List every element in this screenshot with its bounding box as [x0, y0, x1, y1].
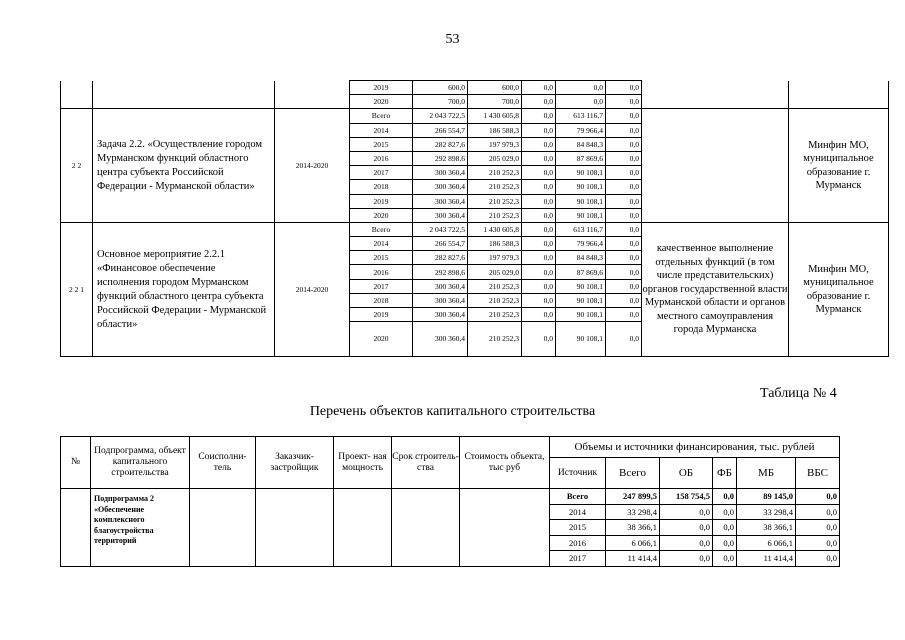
- mb-cell: 90 108,1: [556, 166, 606, 180]
- vbs-cell: 0,0: [606, 123, 642, 137]
- year-cell: 2019: [350, 308, 413, 322]
- fb-cell: 0,0: [522, 208, 556, 222]
- header-source: Источник: [550, 458, 606, 489]
- page-number: 53: [445, 32, 460, 47]
- vbs-cell: 0,0: [606, 81, 642, 95]
- total-cell: 2 043 722,5: [413, 109, 468, 123]
- total-cell: 300 360,4: [413, 308, 468, 322]
- fb-cell: 0,0: [522, 123, 556, 137]
- ob-cell: 205 029,0: [468, 151, 522, 165]
- ob-cell: 0,0: [660, 504, 713, 520]
- task-number: 2 2: [61, 109, 93, 223]
- fb-cell: 0,0: [713, 504, 737, 520]
- table-title: Перечень объектов капитального строительства: [309, 404, 596, 419]
- year-cell: 2014: [350, 237, 413, 251]
- header-mb: МБ: [737, 458, 796, 489]
- mb-cell: 79 966,4: [556, 123, 606, 137]
- total-cell: 2 043 722,5: [413, 222, 468, 236]
- ob-cell: 210 252,3: [468, 194, 522, 208]
- ob-cell: 210 252,3: [468, 322, 522, 357]
- activity-executor: Минфин МО, муниципальное образование г. Мурманск: [789, 222, 889, 356]
- mb-cell: 38 366,1: [737, 520, 796, 536]
- header-total: Всего: [606, 458, 660, 489]
- total-cell: 38 366,1: [606, 520, 660, 536]
- vbs-cell: 0,0: [796, 520, 840, 536]
- total-cell: 300 360,4: [413, 208, 468, 222]
- period-cell: [275, 81, 350, 109]
- table-row: [61, 489, 840, 505]
- fb-cell: 0,0: [713, 489, 737, 505]
- ob-cell: 197 979,3: [468, 137, 522, 151]
- ob-cell: 210 252,3: [468, 208, 522, 222]
- task-executor: Минфин МО, муниципальное образование г. Мурманск: [789, 109, 889, 223]
- vbs-cell: 0,0: [606, 180, 642, 194]
- header-term: Срок строитель- ства: [392, 437, 460, 489]
- fb-cell: 0,0: [522, 166, 556, 180]
- mb-cell: 90 108,1: [556, 180, 606, 194]
- capital-construction-table: [60, 436, 840, 567]
- task-period: 2014-2020: [275, 109, 350, 223]
- vbs-cell: 0,0: [606, 251, 642, 265]
- activity-name: Основное мероприятие 2.2.1 «Финансовое обеспечение исполнения городом Мурманском функций областного центра субъекта Российской Федерации - Мурманской области»: [93, 222, 275, 356]
- mb-cell: 87 869,6: [556, 265, 606, 279]
- ob-cell: 210 252,3: [468, 279, 522, 293]
- mb-cell: 613 116,7: [556, 109, 606, 123]
- year-cell: 2018: [350, 293, 413, 307]
- mb-cell: 89 145,0: [737, 489, 796, 505]
- total-cell: 300 360,4: [413, 293, 468, 307]
- ob-cell: 0,0: [660, 520, 713, 536]
- year-cell: Всего: [350, 222, 413, 236]
- vbs-cell: 0,0: [606, 279, 642, 293]
- task-name: Задача 2.2. «Осуществление городом Мурманском функций областного центра субъекта Российской Федерации - Мурманской области»: [93, 109, 275, 223]
- header-customer: Заказчик- застройщик: [256, 437, 334, 489]
- year-cell: 2020: [350, 95, 413, 109]
- mb-cell: 33 298,4: [737, 504, 796, 520]
- mb-cell: 79 966,4: [556, 237, 606, 251]
- mb-cell: 0,0: [556, 81, 606, 95]
- source-cell: 2014: [550, 504, 606, 520]
- ob-cell: 205 029,0: [468, 265, 522, 279]
- financing-table: [60, 80, 889, 357]
- year-cell: 2016: [350, 265, 413, 279]
- fb-cell: 0,0: [713, 535, 737, 551]
- year-cell: 2019: [350, 194, 413, 208]
- header-ob: ОБ: [660, 458, 713, 489]
- ob-cell: 0,0: [660, 535, 713, 551]
- mb-cell: 84 848,3: [556, 137, 606, 151]
- fb-cell: 0,0: [522, 109, 556, 123]
- vbs-cell: 0,0: [606, 222, 642, 236]
- table-row: [61, 81, 889, 95]
- source-cell: 2016: [550, 535, 606, 551]
- total-cell: 300 360,4: [413, 322, 468, 357]
- activity-number: 2 2 1: [61, 222, 93, 356]
- fb-cell: 0,0: [522, 322, 556, 357]
- year-cell: 2017: [350, 166, 413, 180]
- total-cell: 266 554,7: [413, 123, 468, 137]
- vbs-cell: 0,0: [606, 208, 642, 222]
- mb-cell: 90 108,1: [556, 308, 606, 322]
- header-coexecutor: Соисполни- тель: [190, 437, 256, 489]
- name-cell: [93, 81, 275, 109]
- coexecutor-cell: [190, 489, 256, 567]
- vbs-cell: 0,0: [606, 237, 642, 251]
- ob-cell: 700,0: [468, 95, 522, 109]
- cost-cell: [460, 489, 550, 567]
- year-cell: 2014: [350, 123, 413, 137]
- year-cell: 2016: [350, 151, 413, 165]
- ob-cell: 158 754,5: [660, 489, 713, 505]
- table-caption: Таблица № 4: [760, 386, 837, 401]
- source-cell: Всего: [550, 489, 606, 505]
- ob-cell: 1 430 605,8: [468, 109, 522, 123]
- num-cell: [61, 489, 91, 567]
- total-cell: 33 298,4: [606, 504, 660, 520]
- total-cell: 11 414,4: [606, 551, 660, 567]
- vbs-cell: 0,0: [606, 308, 642, 322]
- vbs-cell: 0,0: [796, 504, 840, 520]
- vbs-cell: 0,0: [606, 151, 642, 165]
- fb-cell: 0,0: [522, 251, 556, 265]
- table-row: [61, 109, 889, 123]
- total-cell: 282 827,6: [413, 251, 468, 265]
- source-cell: 2017: [550, 551, 606, 567]
- ob-cell: 600,0: [468, 81, 522, 95]
- executor-cell: [789, 81, 889, 109]
- row-number-cell: [61, 81, 93, 109]
- total-cell: 300 360,4: [413, 279, 468, 293]
- fb-cell: 0,0: [522, 180, 556, 194]
- activity-period: 2014-2020: [275, 222, 350, 356]
- ob-cell: 197 979,3: [468, 251, 522, 265]
- total-cell: 300 360,4: [413, 166, 468, 180]
- total-cell: 300 360,4: [413, 194, 468, 208]
- mb-cell: 11 414,4: [737, 551, 796, 567]
- fb-cell: 0,0: [522, 194, 556, 208]
- ob-cell: 186 588,3: [468, 123, 522, 137]
- header-funding: Объемы и источники финансирования, тыс. рублей: [550, 437, 840, 458]
- vbs-cell: 0,0: [606, 95, 642, 109]
- fb-cell: 0,0: [522, 81, 556, 95]
- ob-cell: 210 252,3: [468, 308, 522, 322]
- result-cell: [642, 81, 789, 109]
- vbs-cell: 0,0: [606, 194, 642, 208]
- vbs-cell: 0,0: [606, 137, 642, 151]
- mb-cell: 84 848,3: [556, 251, 606, 265]
- header-vbs: ВБС: [796, 458, 840, 489]
- vbs-cell: 0,0: [606, 322, 642, 357]
- fb-cell: 0,0: [522, 137, 556, 151]
- mb-cell: 90 108,1: [556, 208, 606, 222]
- fb-cell: 0,0: [713, 520, 737, 536]
- term-cell: [392, 489, 460, 567]
- ob-cell: 210 252,3: [468, 166, 522, 180]
- table-row: [61, 222, 889, 236]
- header-fb: ФБ: [713, 458, 737, 489]
- ob-cell: 186 588,3: [468, 237, 522, 251]
- mb-cell: 90 108,1: [556, 293, 606, 307]
- year-cell: 2020: [350, 208, 413, 222]
- ob-cell: 210 252,3: [468, 293, 522, 307]
- total-cell: 700,0: [413, 95, 468, 109]
- year-cell: 2017: [350, 279, 413, 293]
- header-row: [61, 437, 840, 458]
- subprogram-name: Подпрограмма 2 «Обеспечение комплексного благоустройства территорий: [91, 489, 190, 567]
- fb-cell: 0,0: [522, 151, 556, 165]
- header-subprogram: Подпрограмма, объект капитального строительства: [91, 437, 190, 489]
- vbs-cell: 0,0: [796, 551, 840, 567]
- fb-cell: 0,0: [713, 551, 737, 567]
- vbs-cell: 0,0: [796, 489, 840, 505]
- mb-cell: 90 108,1: [556, 322, 606, 357]
- year-cell: 2019: [350, 81, 413, 95]
- fb-cell: 0,0: [522, 265, 556, 279]
- year-cell: 2020: [350, 322, 413, 357]
- total-cell: 292 898,6: [413, 151, 468, 165]
- fb-cell: 0,0: [522, 95, 556, 109]
- year-cell: Всего: [350, 109, 413, 123]
- mb-cell: 613 116,7: [556, 222, 606, 236]
- ob-cell: 210 252,3: [468, 180, 522, 194]
- mb-cell: 90 108,1: [556, 194, 606, 208]
- mb-cell: 6 066,1: [737, 535, 796, 551]
- ob-cell: 0,0: [660, 551, 713, 567]
- header-cost: Стоимость объекта, тыс руб: [460, 437, 550, 489]
- task-result-cell: [642, 109, 789, 223]
- total-cell: 300 360,4: [413, 180, 468, 194]
- header-num: №: [61, 437, 91, 489]
- fb-cell: 0,0: [522, 222, 556, 236]
- total-cell: 282 827,6: [413, 137, 468, 151]
- fb-cell: 0,0: [522, 237, 556, 251]
- customer-cell: [256, 489, 334, 567]
- total-cell: 266 554,7: [413, 237, 468, 251]
- activity-result: качественное выполнение отдельных функций (в том числе представительских) органов государственной власти Мурманской области и органов местного самоуправления города Мурманска: [642, 222, 789, 356]
- header-capacity: Проект- ная мощность: [334, 437, 392, 489]
- vbs-cell: 0,0: [606, 166, 642, 180]
- vbs-cell: 0,0: [606, 109, 642, 123]
- total-cell: 600,0: [413, 81, 468, 95]
- mb-cell: 90 108,1: [556, 279, 606, 293]
- total-cell: 6 066,1: [606, 535, 660, 551]
- ob-cell: 1 430 605,8: [468, 222, 522, 236]
- vbs-cell: 0,0: [606, 265, 642, 279]
- total-cell: 247 899,5: [606, 489, 660, 505]
- mb-cell: 0,0: [556, 95, 606, 109]
- fb-cell: 0,0: [522, 293, 556, 307]
- fb-cell: 0,0: [522, 279, 556, 293]
- capacity-cell: [334, 489, 392, 567]
- mb-cell: 87 869,6: [556, 151, 606, 165]
- year-cell: 2015: [350, 137, 413, 151]
- fb-cell: 0,0: [522, 308, 556, 322]
- year-cell: 2018: [350, 180, 413, 194]
- total-cell: 292 898,6: [413, 265, 468, 279]
- source-cell: 2015: [550, 520, 606, 536]
- vbs-cell: 0,0: [796, 535, 840, 551]
- year-cell: 2015: [350, 251, 413, 265]
- vbs-cell: 0,0: [606, 293, 642, 307]
